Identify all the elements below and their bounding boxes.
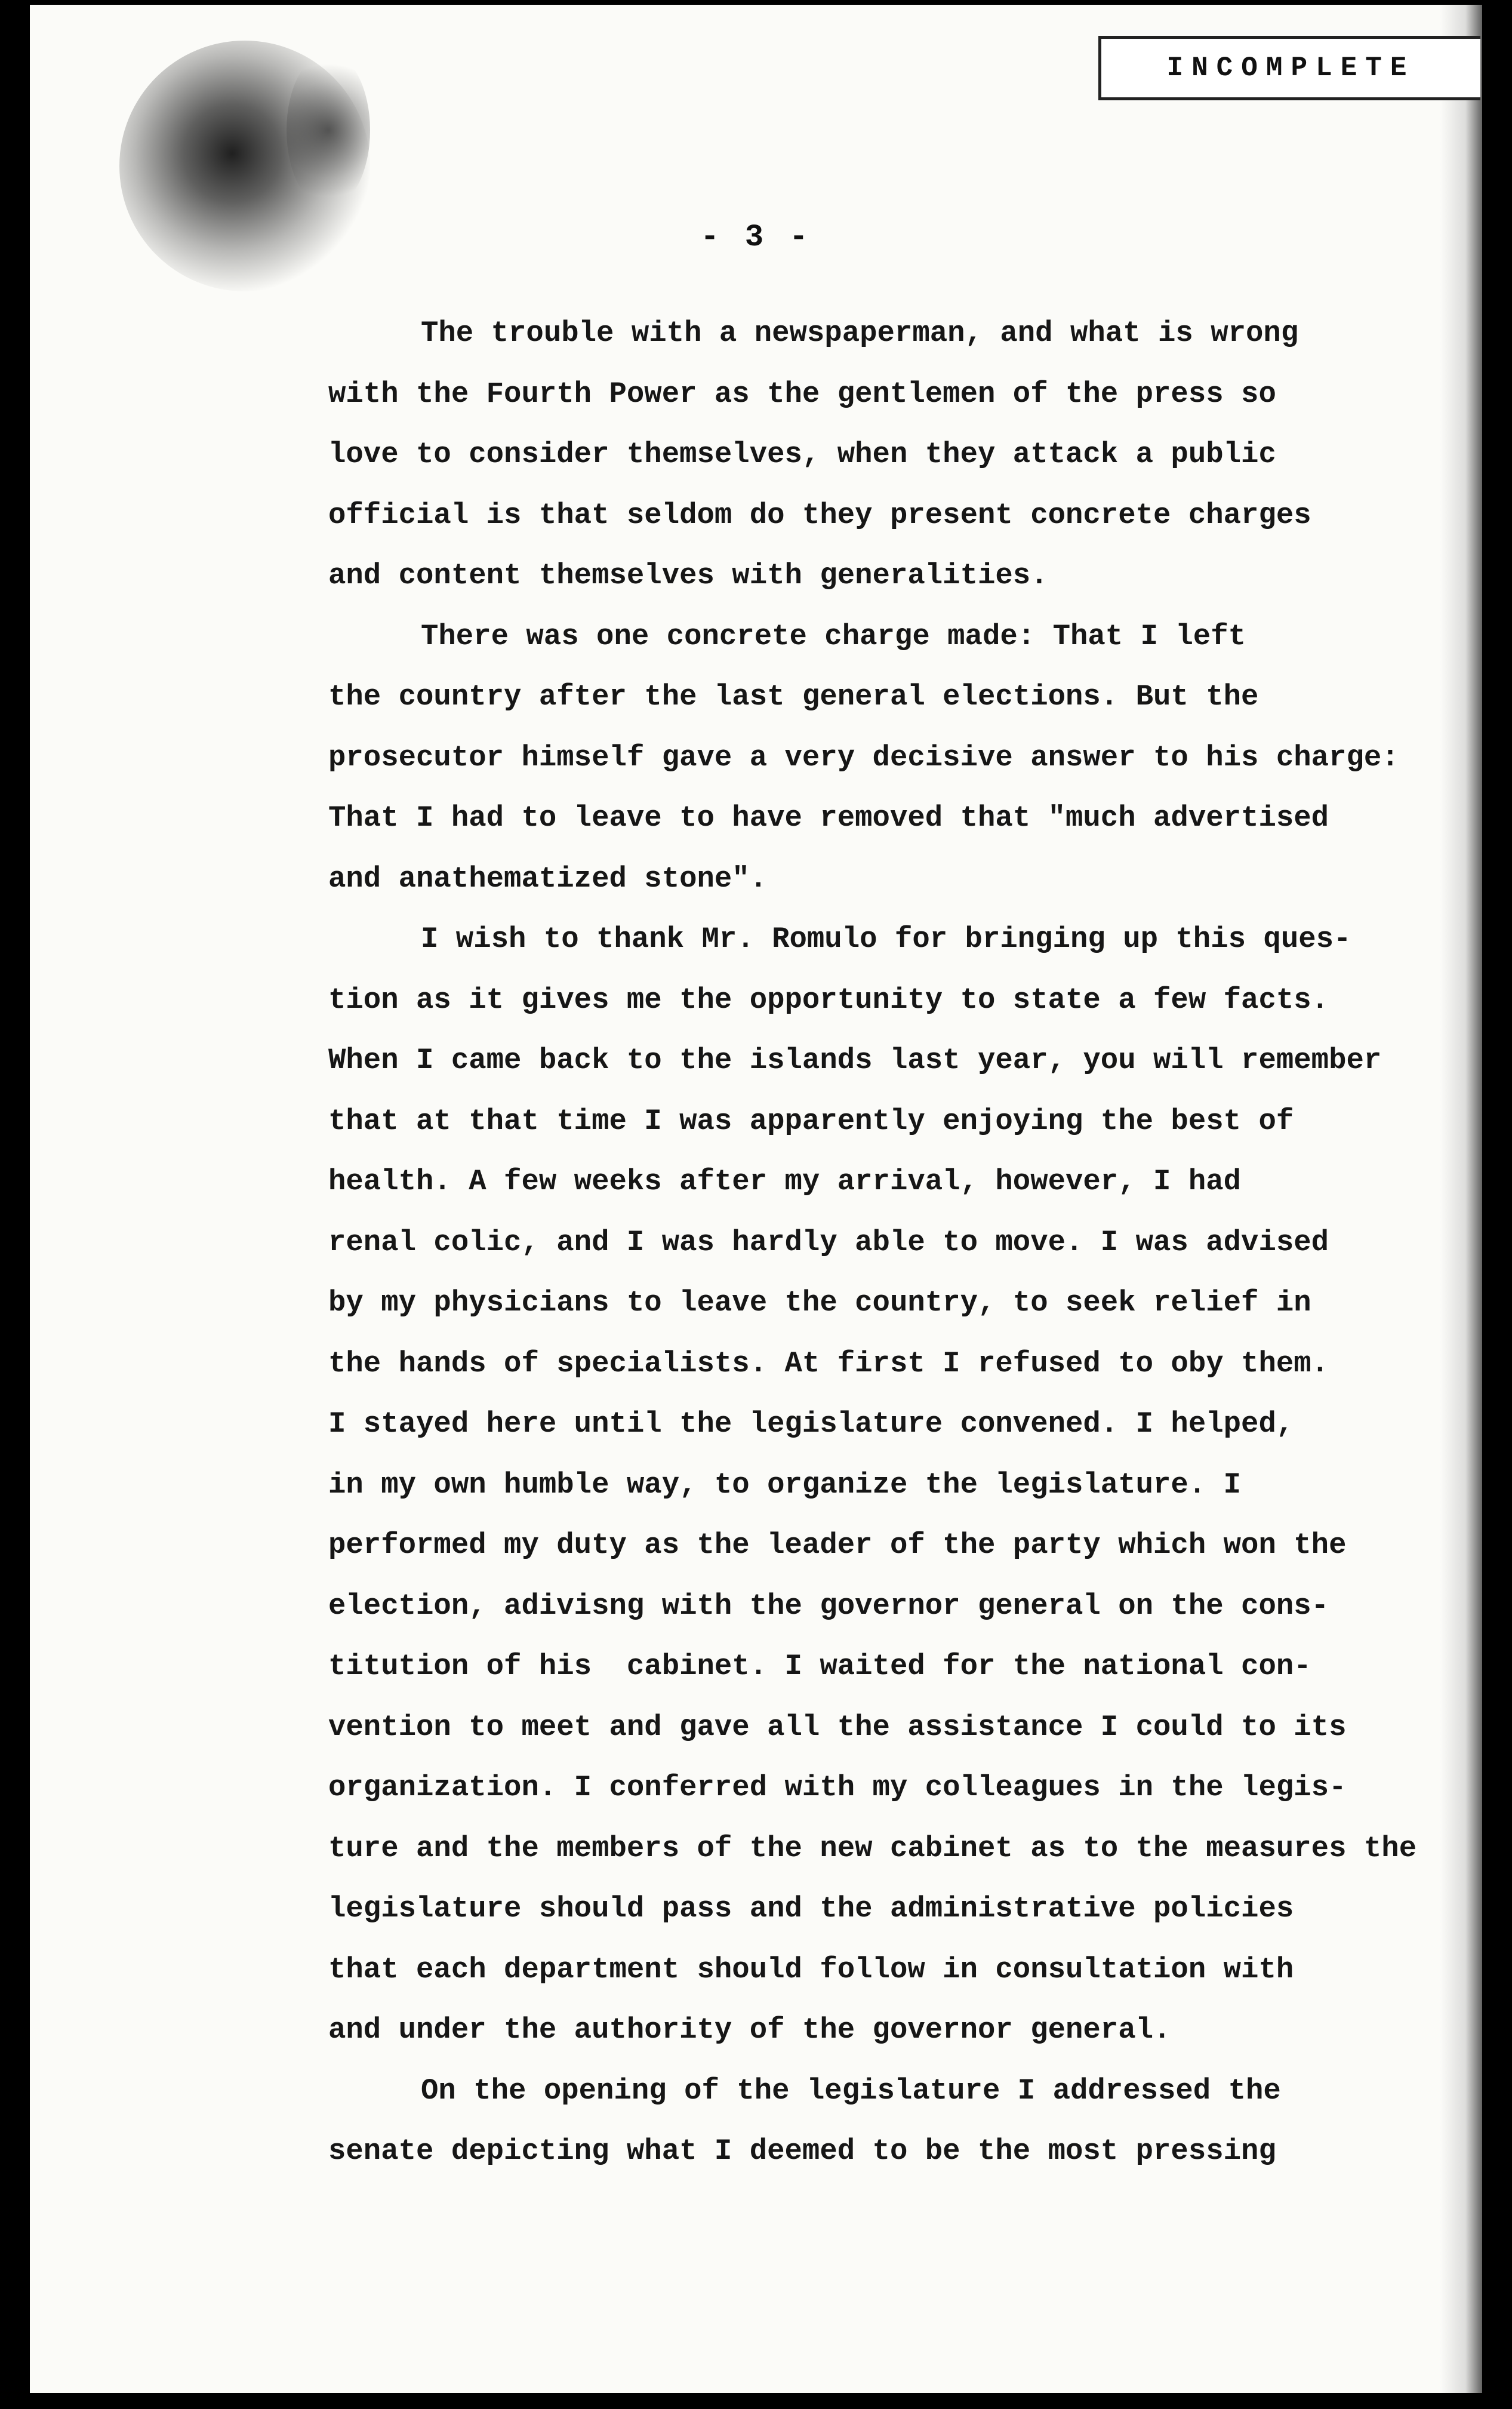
document-page: [30, 5, 1482, 2393]
typed-body-text: [328, 303, 1482, 2182]
text-line: vention to meet and gave all the assistance I could to its: [328, 1710, 1347, 1744]
text-line: love to consider themselves, when they attack a public: [328, 438, 1276, 471]
ink-smudge: [287, 53, 370, 208]
text-line: official is that seldom do they present concrete charges: [328, 498, 1311, 532]
text-line: titution of his cabinet. I waited for the national con-: [328, 1650, 1311, 1683]
text-line: performed my duty as the leader of the party which won the: [328, 1528, 1347, 1562]
text-line: the country after the last general elections. But the: [328, 680, 1259, 713]
text-line: When I came back to the islands last year, you will remember: [328, 1044, 1382, 1077]
text-line: prosecutor himself gave a very decisive answer to his charge:: [328, 740, 1399, 774]
text-line: health. A few weeks after my arrival, however, I had: [328, 1165, 1242, 1198]
text-line: and anathematized stone".: [328, 862, 768, 896]
text-line: with the Fourth Power as the gentlemen of the press so: [328, 377, 1276, 411]
text-line: by my physicians to leave the country, to seek relief in: [328, 1286, 1311, 1319]
text-line: that at that time I was apparently enjoying the best of: [328, 1104, 1294, 1138]
text-line: On the opening of the legislature I addressed the: [421, 2073, 1281, 2108]
text-line: I stayed here until the legislature convened. I helped,: [328, 1407, 1294, 1441]
text-line: election, adivisng with the governor general on the cons-: [328, 1589, 1329, 1623]
text-line: organization. I conferred with my colleagues in the legis-: [328, 1771, 1347, 1804]
text-line: the hands of specialists. At first I refused to oby them.: [328, 1346, 1329, 1380]
incomplete-stamp: [1098, 36, 1480, 100]
text-line: and content themselves with generalities.: [328, 559, 1048, 592]
stamp-label: INCOMPLETE: [1166, 53, 1415, 84]
text-line: I wish to thank Mr. Romulo for bringing up this ques-: [421, 922, 1351, 956]
text-line: The trouble with a newspaperman, and what is wrong: [421, 316, 1299, 350]
text-line: and under the authority of the governor general.: [328, 2013, 1171, 2047]
text-line: renal colic, and I was hardly able to move. I was advised: [328, 1225, 1329, 1259]
page-number: - 3 -: [700, 220, 812, 255]
text-line: in my own humble way, to organize the legislature. I: [328, 1467, 1242, 1502]
text-line: tion as it gives me the opportunity to state a few facts.: [328, 983, 1329, 1017]
text-line: There was one concrete charge made: That I left: [421, 619, 1246, 653]
text-line: ture and the members of the new cabinet as to the measures the: [328, 1831, 1417, 1865]
text-line: that each department should follow in consultation with: [328, 1952, 1294, 1986]
text-line: legislature should pass and the administrative policies: [328, 1892, 1294, 1925]
text-line: That I had to leave to have removed that "much advertised: [328, 801, 1329, 835]
text-line: senate depicting what I deemed to be the most pressing: [328, 2134, 1276, 2168]
